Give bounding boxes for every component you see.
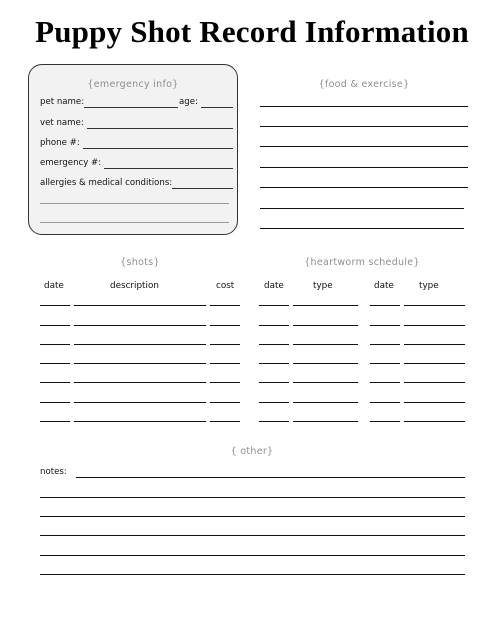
notes-line[interactable] <box>40 574 465 575</box>
heartworm-row-line[interactable] <box>293 382 358 383</box>
heartworm-row-line[interactable] <box>404 402 465 403</box>
shots-row-line[interactable] <box>74 305 206 306</box>
heartworm-row-line[interactable] <box>404 382 465 383</box>
shots-row-line[interactable] <box>40 305 70 306</box>
shots-row-line[interactable] <box>40 344 70 345</box>
other-heading: { other} <box>230 446 274 457</box>
notes-line[interactable] <box>40 516 465 517</box>
heartworm-row-line[interactable] <box>370 402 400 403</box>
shots-row-line[interactable] <box>74 402 206 403</box>
notes-line[interactable] <box>40 535 465 536</box>
heartworm-date-header-2: date <box>374 281 394 291</box>
shots-row-line[interactable] <box>210 344 240 345</box>
heartworm-row-line[interactable] <box>259 421 289 422</box>
shots-row-line[interactable] <box>210 402 240 403</box>
allergies-label: allergies & medical conditions: <box>40 178 173 188</box>
heartworm-row-line[interactable] <box>370 382 400 383</box>
notes-line[interactable] <box>40 497 465 498</box>
shots-row-line[interactable] <box>40 421 70 422</box>
heartworm-date-header: date <box>264 281 284 291</box>
heartworm-type-header-2: type <box>419 281 439 291</box>
heartworm-row-line[interactable] <box>293 325 358 326</box>
phone-label: phone #: <box>40 138 80 148</box>
shots-row-line[interactable] <box>40 363 70 364</box>
heartworm-row-line[interactable] <box>370 325 400 326</box>
heartworm-row-line[interactable] <box>293 305 358 306</box>
food-line[interactable] <box>260 187 468 188</box>
heartworm-row-line[interactable] <box>404 421 465 422</box>
phone-field[interactable] <box>83 148 233 149</box>
food-line[interactable] <box>260 126 468 127</box>
food-exercise-heading: {food & exercise} <box>318 79 410 90</box>
heartworm-row-line[interactable] <box>370 344 400 345</box>
vet-name-label: vet name: <box>40 118 84 128</box>
heartworm-row-line[interactable] <box>259 402 289 403</box>
age-label: age: <box>179 97 198 107</box>
shots-row-line[interactable] <box>210 305 240 306</box>
heartworm-row-line[interactable] <box>293 344 358 345</box>
emergency-number-label: emergency #: <box>40 158 102 168</box>
shots-row-line[interactable] <box>210 421 240 422</box>
heartworm-row-line[interactable] <box>259 382 289 383</box>
shots-row-line[interactable] <box>74 421 206 422</box>
shots-row-line[interactable] <box>40 325 70 326</box>
food-line[interactable] <box>260 208 464 209</box>
heartworm-row-line[interactable] <box>404 325 465 326</box>
heartworm-type-header: type <box>313 281 333 291</box>
notes-line[interactable] <box>40 555 465 556</box>
shots-row-line[interactable] <box>40 382 70 383</box>
heartworm-row-line[interactable] <box>293 363 358 364</box>
notes-label: notes: <box>40 467 67 477</box>
shots-row-line[interactable] <box>74 363 206 364</box>
shots-row-line[interactable] <box>210 325 240 326</box>
shots-row-line[interactable] <box>210 363 240 364</box>
pet-name-field[interactable] <box>84 107 178 108</box>
heartworm-row-line[interactable] <box>293 402 358 403</box>
shots-date-header: date <box>44 281 64 291</box>
heartworm-row-line[interactable] <box>370 363 400 364</box>
heartworm-row-line[interactable] <box>293 421 358 422</box>
emergency-info-heading: {emergency info} <box>87 79 179 90</box>
shots-row-line[interactable] <box>40 402 70 403</box>
shots-row-line[interactable] <box>210 382 240 383</box>
heartworm-row-line[interactable] <box>370 421 400 422</box>
shots-cost-header: cost <box>216 281 235 291</box>
pet-name-label: pet name: <box>40 97 85 107</box>
allergies-line-3[interactable] <box>40 222 229 223</box>
heartworm-heading: {heartworm schedule} <box>304 257 420 268</box>
food-line[interactable] <box>260 228 464 229</box>
heartworm-row-line[interactable] <box>259 344 289 345</box>
shots-row-line[interactable] <box>74 344 206 345</box>
heartworm-row-line[interactable] <box>259 325 289 326</box>
food-line[interactable] <box>260 167 468 168</box>
heartworm-row-line[interactable] <box>259 363 289 364</box>
heartworm-row-line[interactable] <box>404 363 465 364</box>
heartworm-row-line[interactable] <box>370 305 400 306</box>
emergency-number-field[interactable] <box>104 168 233 169</box>
shots-description-header: description <box>110 281 159 291</box>
heartworm-row-line[interactable] <box>404 305 465 306</box>
food-line[interactable] <box>260 106 468 107</box>
shots-row-line[interactable] <box>74 325 206 326</box>
heartworm-row-line[interactable] <box>404 344 465 345</box>
shots-row-line[interactable] <box>74 382 206 383</box>
allergies-line-2[interactable] <box>40 203 229 204</box>
shots-heading: {shots} <box>120 257 160 268</box>
age-field[interactable] <box>201 107 233 108</box>
notes-line[interactable] <box>76 477 465 478</box>
heartworm-row-line[interactable] <box>259 305 289 306</box>
vet-name-field[interactable] <box>87 128 233 129</box>
allergies-field[interactable] <box>172 188 233 189</box>
page-title: Puppy Shot Record Information <box>35 14 469 49</box>
food-line[interactable] <box>260 146 468 147</box>
